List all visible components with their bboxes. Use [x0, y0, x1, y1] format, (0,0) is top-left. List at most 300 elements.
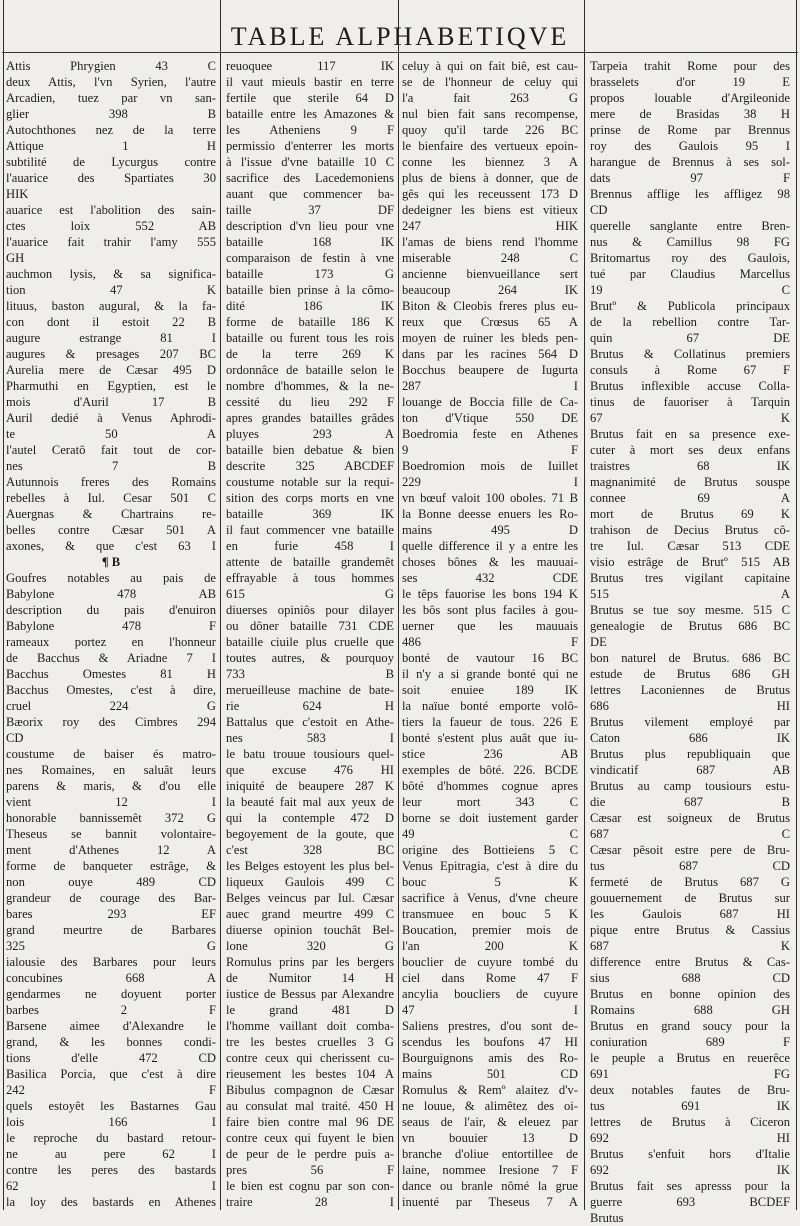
index-line: Bourguignons amis des Ro-: [402, 1051, 578, 1065]
index-line: tus 691 IK: [590, 1099, 790, 1113]
index-line: vient 12 I: [6, 795, 216, 809]
index-line: les Belges estoyent les plus bel-: [226, 859, 394, 873]
index-line: bataille 369 IK: [226, 507, 394, 521]
index-line: augures & presages 207 BC: [6, 347, 216, 361]
index-line: tre les bestes cruelles 3 G: [226, 1035, 394, 1049]
index-line: propos louable d'Argileonide: [590, 91, 790, 105]
index-line: bon naturel de Brutus. 686 BC: [590, 651, 790, 665]
index-line: ses 432 CDE: [402, 571, 578, 585]
index-line: taille 37 DF: [226, 203, 394, 217]
index-line: Theseus se bannit volontaire-: [6, 827, 216, 841]
index-line: l'a fait 263 G: [402, 91, 578, 105]
index-line: genealogie de Brutus 686 BC: [590, 619, 790, 633]
index-line: DE: [590, 635, 607, 649]
index-line: Cæsar pêsoit estre pere de Bru-: [590, 843, 790, 857]
index-line: Brutus inflexible accuse Colla-: [590, 379, 790, 393]
index-line: toutes autres, & pourquoy: [226, 651, 394, 665]
index-line: miserable 248 C: [402, 251, 578, 265]
index-line: l'autel Ceratô fait tout de cor-: [6, 443, 216, 457]
index-line: Brutus s'enfuit hors d'Italie: [590, 1147, 790, 1161]
index-line: visio estrâge de Brutº 515 AB: [590, 555, 790, 569]
index-line: Brutº & Publicola principaux: [590, 299, 790, 313]
index-line: brasselets d'or 19 E: [590, 75, 790, 89]
index-line: Biton & Cleobis freres plus eu-: [402, 299, 578, 313]
index-line: il vaut mieuls bastir en terre: [226, 75, 394, 89]
index-line: la naïue bonté emporte volô-: [402, 699, 578, 713]
index-line: attente de bataille grandemêt: [226, 555, 394, 569]
index-line: diuerse opinion touchât Bel-: [226, 923, 394, 937]
index-line: subtilité de Lycurgus contre: [6, 155, 216, 169]
index-line: quelle difference il y a entre les: [402, 539, 578, 553]
index-line: gendarmes ne doyuent porter: [6, 987, 216, 1001]
index-line: consuls à Rome 67 F: [590, 363, 790, 377]
index-line: quin 67 DE: [590, 331, 790, 345]
index-line: gouuernement de Brutus sur: [590, 891, 790, 905]
index-line: 692 HI: [590, 1131, 790, 1145]
index-line: Brutus fait en sa presence exe-: [590, 427, 790, 441]
index-line: 691 FG: [590, 1067, 790, 1081]
index-column-1: [6, 58, 216, 1208]
index-line: ne au pere 62 I: [6, 1147, 216, 1161]
index-line: trahison de Decius Brutus cô-: [590, 523, 790, 537]
index-line: Romulus prins par les bergers: [226, 955, 394, 969]
index-line: prinse de Rome par Brennus: [590, 123, 790, 137]
index-line: Arcadien, tuez par vn san-: [6, 91, 216, 105]
index-line: die 687 B: [590, 795, 790, 809]
index-line: nes 583 I: [226, 731, 394, 745]
index-line: uerner que les mauuais: [402, 619, 578, 633]
index-line: 687 K: [590, 939, 790, 953]
index-line: quoy qu'il tarde 226 BC: [402, 123, 578, 137]
index-line: pique entre Brutus & Cassius: [590, 923, 790, 937]
index-line: rameaux portez en l'honneur: [6, 635, 216, 649]
index-line: que excuse 476 HI: [226, 763, 394, 777]
index-line: Brennus afflige les affligez 98: [590, 187, 790, 201]
index-line: rie 624 H: [226, 699, 394, 713]
index-line: plus de biens à donner, que de: [402, 171, 578, 185]
index-line: effrayable à tous hommes: [226, 571, 394, 585]
index-line: reuoquee 117 IK: [226, 59, 394, 73]
index-line: l'amas de biens rend l'homme: [402, 235, 578, 249]
index-line: Brutus en bonne opinion des: [590, 987, 790, 1001]
index-line: louange de Boccia fille de Ca-: [402, 395, 578, 409]
index-line: coustume notable sur la requi-: [226, 475, 394, 489]
index-line: sius 688 CD: [590, 971, 790, 985]
index-line: de Bacchus & Ariadne 7 I: [6, 651, 216, 665]
index-line: 49 C: [402, 827, 578, 841]
index-line: ¶ B: [101, 555, 121, 569]
index-line: 515 A: [590, 587, 790, 601]
index-line: connee 69 A: [590, 491, 790, 505]
index-line: mort de Brutus 69 K: [590, 507, 790, 521]
index-line: la loy des bastards en Athenes: [6, 1195, 216, 1209]
index-line: tre Iul. Cæsar 513 CDE: [590, 539, 790, 553]
index-line: apres grandes batailles grâdes: [226, 411, 394, 425]
index-line: le grand 481 D: [226, 1003, 394, 1017]
index-line: belles contre Cæsar 501 A: [6, 523, 216, 537]
index-line: fermeté de Brutus 687 G: [590, 875, 790, 889]
index-line: les Atheniens 9 F: [226, 123, 394, 137]
index-line: bouc 5 K: [402, 875, 578, 889]
index-line: Cæsar est soigneux de Brutus: [590, 811, 790, 825]
index-line: 486 F: [402, 635, 578, 649]
index-line: deux Attis, l'vn Syrien, l'autre: [6, 75, 216, 89]
index-line: l'homme vaillant doit comba-: [226, 1019, 394, 1033]
index-line: Belges veincus par Iul. Cæsar: [226, 891, 394, 905]
index-line: bataille 168 IK: [226, 235, 394, 249]
index-line: sacrifice à Venus, d'vne cheure: [402, 891, 578, 905]
index-line: ancylia boucliers de cuyure: [402, 987, 578, 1001]
index-line: descrite 325 ABCDEF: [226, 459, 394, 473]
index-line: rebelles à Iul. Cesar 501 C: [6, 491, 216, 505]
index-line: auchmon lysis, & sa significa-: [6, 267, 216, 281]
index-line: grand, & les bonnes condi-: [6, 1035, 216, 1049]
index-line: rieusement les bestes 104 A: [226, 1067, 394, 1081]
index-line: Basilica Porcia, que c'est à dire: [6, 1067, 216, 1081]
index-line: cuter à mort ses deux enfans: [590, 443, 790, 457]
index-line: auant que commencer ba-: [226, 187, 394, 201]
index-line: dité 186 IK: [226, 299, 394, 313]
index-line: en furie 458 I: [226, 539, 394, 553]
index-line: iustice de Bessus par Alexandre: [226, 987, 394, 1001]
index-line: sacrifice des Lacedemoniens: [226, 171, 394, 185]
index-line: augure estrange 81 I: [6, 331, 216, 345]
column-rule: [584, 0, 585, 1210]
index-line: Romains 688 GH: [590, 1003, 790, 1017]
index-line: lone 320 G: [226, 939, 394, 953]
index-line: guerre 693 BCDEF: [590, 1195, 790, 1209]
index-line: moyen de ruiner les bleds pen-: [402, 331, 578, 345]
index-line: les bôs sont plus faciles à gou-: [402, 603, 578, 617]
index-line: dats 97 F: [590, 171, 790, 185]
index-line: 9 F: [402, 443, 578, 457]
index-line: contre les peres des bastards: [6, 1163, 216, 1177]
index-line: honorable bannissemêt 372 G: [6, 811, 216, 825]
index-line: le bien est cognu par son con-: [226, 1179, 394, 1193]
index-line: mains 495 D: [402, 523, 578, 537]
index-line: Brutus vilement employé par: [590, 715, 790, 729]
index-line: de peur de le perdre puis a-: [226, 1147, 394, 1161]
index-line: GH: [6, 251, 25, 265]
index-line: 19 C: [590, 283, 790, 297]
index-line: seaus de l'air, & eleuez par: [402, 1115, 578, 1129]
column-rule: [398, 0, 399, 1210]
index-line: description d'vn lieu pour vne: [226, 219, 394, 233]
index-line: borne se doit iustement garder: [402, 811, 578, 825]
column-rule: [220, 0, 221, 1210]
index-line: Brutus en grand soucy pour la: [590, 1019, 790, 1033]
index-line: tiers la faueur de tous. 226 E: [402, 715, 578, 729]
index-line: traistres 68 IK: [590, 459, 790, 473]
index-line: faire bien contre mal 96 DE: [226, 1115, 394, 1129]
index-line: dedeigner les biens est vitieux: [402, 203, 578, 217]
index-line: CD: [590, 203, 608, 217]
index-line: Bæorix roy des Cimbres 294: [6, 715, 216, 729]
index-line: Auril dedié à Venus Aphrodi-: [6, 411, 216, 425]
index-line: auarice est l'abolition des sain-: [6, 203, 216, 217]
index-line: ciel dans Rome 47 F: [402, 971, 578, 985]
index-line: 247 HIK: [402, 219, 578, 233]
index-line: Boucation, premier mois de: [402, 923, 578, 937]
index-line: il faut commencer vne bataille: [226, 523, 394, 537]
index-line: la beauté fait mal aux yeux de: [226, 795, 394, 809]
index-line: Saliens prestres, d'ou sont de-: [402, 1019, 578, 1033]
index-line: dans par les racines 564 D: [402, 347, 578, 361]
index-line: 733 B: [226, 667, 394, 681]
index-line: non ouye 489 CD: [6, 875, 216, 889]
index-line: iniquité de beaupere 287 K: [226, 779, 394, 793]
index-line: querelle sanglante entre Bren-: [590, 219, 790, 233]
index-line: Bibulus compagnon de Cæsar: [226, 1083, 394, 1097]
index-line: forme de bataille 186 K: [226, 315, 394, 329]
index-line: Barsene aimee d'Alexandre le: [6, 1019, 216, 1033]
index-line: ancienne bienvueillance sert: [402, 267, 578, 281]
index-line: nul bien fait sans recompense,: [402, 107, 578, 121]
index-line: l'auarice fait trahir l'amy 555: [6, 235, 216, 249]
index-line: sition des corps morts en vne: [226, 491, 394, 505]
index-line: la Bonne deesse enuers les Ro-: [402, 507, 578, 521]
index-line: de la rebellion contre Tar-: [590, 315, 790, 329]
index-line: de la terre 269 K: [226, 347, 394, 361]
index-line: leur mort 343 C: [402, 795, 578, 809]
index-line: CD: [6, 731, 24, 745]
index-line: cessité du lieu 292 F: [226, 395, 394, 409]
index-line: forme de banqueter estrâge, &: [6, 859, 216, 873]
index-line: bataille ou furent tous les rois: [226, 331, 394, 345]
index-line: Bacchus Omestes, c'est à dire,: [6, 683, 216, 697]
index-line: coustume de baiser és matro-: [6, 747, 216, 761]
index-line: il n'y a si grande bonté qui ne: [402, 667, 578, 681]
index-line: contre ceux qui cherissent cu-: [226, 1051, 394, 1065]
index-line: beaucoup 264 IK: [402, 283, 578, 297]
column-rule: [796, 0, 797, 1210]
index-line: bataille entre les Amazones &: [226, 107, 394, 121]
index-line: nes Romaines, en saluât leurs: [6, 763, 216, 777]
index-line: tué par Claudius Marcellus: [590, 267, 790, 281]
index-line: choses bônes & les mauuai-: [402, 555, 578, 569]
index-line: bôté d'hommes cognue apres: [402, 779, 578, 793]
index-line: Autunnois freres des Romains: [6, 475, 216, 489]
index-line: pres 56 F: [226, 1163, 394, 1177]
index-line: 229 I: [402, 475, 578, 489]
index-line: celuy à qui on fait biê, est cau-: [402, 59, 578, 73]
index-line: merueilleuse machine de bate-: [226, 683, 394, 697]
index-line: ton d'Vtique 550 DE: [402, 411, 578, 425]
index-line: ne louue, & alimêtez des oi-: [402, 1099, 578, 1113]
index-line: reux que Crœsus 65 A: [402, 315, 578, 329]
index-line: bonté de vautour 16 BC: [402, 651, 578, 665]
index-line: permissio d'enterrer les morts: [226, 139, 394, 153]
index-line: Aurelia mere de Cæsar 495 D: [6, 363, 216, 377]
index-line: bares 293 EF: [6, 907, 216, 921]
index-line: Attique 1 H: [6, 139, 216, 153]
index-line: grand meurtre de Barbares: [6, 923, 216, 937]
index-line: 287 I: [402, 379, 578, 393]
index-line: Brutus plus republiquain que: [590, 747, 790, 761]
index-line: bataille ciuile plus cruelle que: [226, 635, 394, 649]
index-line: 692 IK: [590, 1163, 790, 1177]
index-line: le peuple a Brutus en reuerêce: [590, 1051, 790, 1065]
index-line: 242 F: [6, 1083, 216, 1097]
index-line: deux notables fautes de Bru-: [590, 1083, 790, 1097]
index-line: à l'issue d'vne bataille 10 C: [226, 155, 394, 169]
index-line: estude de Brutus 686 GH: [590, 667, 790, 681]
index-column-3: [402, 58, 578, 1208]
index-line: au consulat mal traité. 450 H: [226, 1099, 394, 1113]
index-line: conne les biennez 3 A: [402, 155, 578, 169]
index-line: scendus les boufons 47 HI: [402, 1035, 578, 1049]
index-line: exemples de bôté. 226. BCDE: [402, 763, 578, 777]
index-line: 325 G: [6, 939, 216, 953]
index-line: bouclier de cuyure tombé du: [402, 955, 578, 969]
index-line: 47 I: [402, 1003, 578, 1017]
index-line: Caton 686 IK: [590, 731, 790, 745]
index-line: origine des Bottieiens 5 C: [402, 843, 578, 857]
index-line: vn bouuier 13 D: [402, 1131, 578, 1145]
index-line: le batu trouue tousiours quel-: [226, 747, 394, 761]
column-rule: [3, 0, 4, 1210]
index-line: ment d'Athenes 12 A: [6, 843, 216, 857]
index-line: mois d'Auril 17 B: [6, 395, 216, 409]
index-line: vindicatif 687 AB: [590, 763, 790, 777]
index-line: Brutus fait ses apresss pour la: [590, 1179, 790, 1193]
index-line: fertile que sterile 64 D: [226, 91, 394, 105]
index-line: auec grand meurtre 499 C: [226, 907, 394, 921]
index-line: Venus Epitragia, c'est à dire du: [402, 859, 578, 873]
index-line: Brutus: [590, 1211, 624, 1225]
index-line: 67 K: [590, 411, 790, 425]
index-line: Auergnas & Chartrains re-: [6, 507, 216, 521]
index-line: dance ou branle nômé la grue: [402, 1179, 578, 1193]
index-line: bataille bien prinse à la cômo-: [226, 283, 394, 297]
index-line: Brutus se tue soy mesme. 515 C: [590, 603, 790, 617]
index-line: Tarpeia trahit Rome pour des: [590, 59, 790, 73]
index-line: Boedromion mois de Iuillet: [402, 459, 578, 473]
index-line: laine, nommee Iresione 7 F: [402, 1163, 578, 1177]
index-line: c'est 328 BC: [226, 843, 394, 857]
page-title: TABLE ALPHABETIQVE: [230, 22, 570, 51]
index-line: lettres de Brutus à Ciceron: [590, 1115, 790, 1129]
index-line: bataille bien debatue & bien: [226, 443, 394, 457]
index-line: 615 G: [226, 587, 394, 601]
index-line: difference entre Brutus & Cas-: [590, 955, 790, 969]
index-line: 687 C: [590, 827, 790, 841]
index-line: liqueux Gaulois 499 C: [226, 875, 394, 889]
index-line: con dont il estoit 22 B: [6, 315, 216, 329]
index-line: Boedromia feste en Athenes: [402, 427, 578, 441]
index-line: se de l'honneur de celuy qui: [402, 75, 578, 89]
index-line: 62 I: [6, 1179, 216, 1193]
index-line: bataille 173 G: [226, 267, 394, 281]
index-line: nes 7 B: [6, 459, 216, 473]
index-column-4: [590, 58, 790, 1225]
index-line: begoyement de la goute, que: [226, 827, 394, 841]
index-line: Attis Phrygien 43 C: [6, 59, 216, 73]
index-line: Brutus & Collatinus premiers: [590, 347, 790, 361]
index-line: le reproche du bastard retour-: [6, 1131, 216, 1145]
index-line: Brutus au camp tousiours estu-: [590, 779, 790, 793]
index-line: lituus, baston augural, & la fa-: [6, 299, 216, 313]
index-line: bonté s'estent plus auât que iu-: [402, 731, 578, 745]
index-column-2: [226, 58, 394, 1208]
index-line: le têps fauorise les bons 194 K: [402, 587, 578, 601]
index-line: soit enuiee 189 IK: [402, 683, 578, 697]
index-line: Romulus & Remº alaitez d'v-: [402, 1083, 578, 1097]
index-line: axones, & que c'est 63 I: [6, 539, 216, 553]
index-line: mains 501 CD: [402, 1067, 578, 1081]
index-line: inuenté par Theseus 7 A: [402, 1195, 578, 1209]
index-line: nombre d'hommes, & la ne-: [226, 379, 394, 393]
index-line: l'auarice des Spartiates 30: [6, 171, 216, 185]
index-line: magnanimité de Brutus souspe: [590, 475, 790, 489]
index-line: Brutus tres vigilant capitaine: [590, 571, 790, 585]
index-line: vn bœuf valoit 100 oboles. 71 B: [402, 491, 578, 505]
index-line: Bocchus beaupere de Iugurta: [402, 363, 578, 377]
header-rule: [2, 52, 798, 53]
index-line: ordonnâce de bataille selon le: [226, 363, 394, 377]
index-line: 686 HI: [590, 699, 790, 713]
index-line: de Numitor 14 H: [226, 971, 394, 985]
index-line: tus 687 CD: [590, 859, 790, 873]
index-line: nus & Camillus 98 FG: [590, 235, 790, 249]
index-line: ou dôner bataille 731 CDE: [226, 619, 394, 633]
index-line: cruel 224 G: [6, 699, 216, 713]
index-line: Battalus que c'estoit en Athe-: [226, 715, 394, 729]
index-line: branche d'oliue entortillee de: [402, 1147, 578, 1161]
index-line: comparaison de festin à vne: [226, 251, 394, 265]
index-line: grandeur de courage des Bar-: [6, 891, 216, 905]
index-line: qui la contemple 472 D: [226, 811, 394, 825]
index-line: gês qui les receussent 173 D: [402, 187, 578, 201]
index-line: glier 398 B: [6, 107, 216, 121]
index-line: quels estoyêt les Bastarnes Gau: [6, 1099, 216, 1113]
index-line: Babylone 478 AB: [6, 587, 216, 601]
index-line: tions d'elle 472 CD: [6, 1051, 216, 1065]
index-line: Autochthones nez de la terre: [6, 123, 216, 137]
index-line: tion 47 K: [6, 283, 216, 297]
index-line: description du pais d'enuiron: [6, 603, 216, 617]
index-line: roy des Gaulois 95 I: [590, 139, 790, 153]
index-line: Goufres notables au pais de: [6, 571, 216, 585]
index-line: l'an 200 K: [402, 939, 578, 953]
index-line: tinus de fauoriser à Tarquin: [590, 395, 790, 409]
index-line: lettres Laconiennes de Brutus: [590, 683, 790, 697]
index-line: contre ceux qui fuyent le bien: [226, 1131, 394, 1145]
index-line: le bienfaire des vertueux epoin-: [402, 139, 578, 153]
index-line: pluyes 293 A: [226, 427, 394, 441]
index-line: HIK: [6, 187, 29, 201]
index-line: les Gaulois 687 HI: [590, 907, 790, 921]
index-line: parens & maris, & d'ou elle: [6, 779, 216, 793]
index-line: concubines 668 A: [6, 971, 216, 985]
index-line: mere de Brasidas 38 H: [590, 107, 790, 121]
index-line: transmuee en bouc 5 K: [402, 907, 578, 921]
index-line: coniuration 689 F: [590, 1035, 790, 1049]
index-line: barbes 2 F: [6, 1003, 216, 1017]
index-line: Bacchus Omestes 81 H: [6, 667, 216, 681]
index-line: te 50 A: [6, 427, 216, 441]
index-line: diuerses opiniôs pour dilayer: [226, 603, 394, 617]
index-line: Babylone 478 F: [6, 619, 216, 633]
index-line: Britomartus roy des Gaulois,: [590, 251, 790, 265]
index-line: ialousie des Barbares pour leurs: [6, 955, 216, 969]
index-line: ctes loix 552 AB: [6, 219, 216, 233]
index-line: harangue de Brennus à ses sol-: [590, 155, 790, 169]
index-line: lois 166 I: [6, 1115, 216, 1129]
index-line: stice 236 AB: [402, 747, 578, 761]
index-line: traire 28 I: [226, 1195, 394, 1209]
index-line: Pharmuthi en Egyptien, est le: [6, 379, 216, 393]
